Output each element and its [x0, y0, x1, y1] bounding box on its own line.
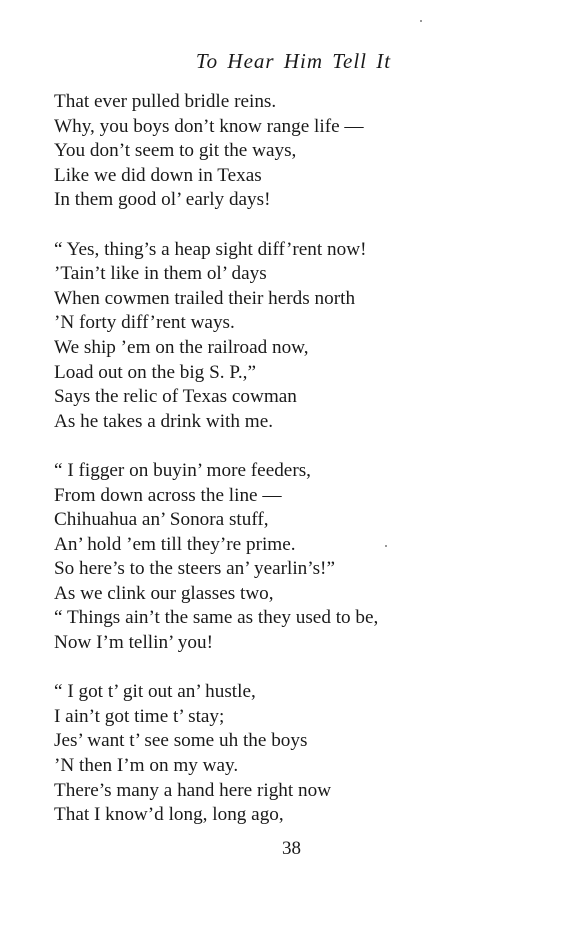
poem-line: So here’s to the steers an’ yearlin’s!”: [54, 558, 335, 580]
poem-line: There’s many a hand here right now: [54, 779, 332, 801]
poem-line: That I know’d long, long ago,: [54, 804, 284, 826]
poem-line: “ I got t’ git out an’ hustle,: [54, 681, 256, 703]
poem-line: Now I’m tellin’ you!: [54, 632, 213, 654]
poem-line: Says the relic of Texas cowman: [54, 386, 297, 408]
paper-speck: [420, 20, 422, 22]
poem-line: We ship ’em on the railroad now,: [54, 336, 309, 358]
page-number: 38: [282, 838, 301, 859]
poem-body: [54, 90, 534, 852]
poem-line: As we clink our glasses two,: [54, 582, 274, 604]
poem-line: When cowmen trailed their herds north: [54, 287, 356, 309]
poem-line: Chihuahua an’ Sonora stuff,: [54, 509, 269, 531]
poem-line: Like we did down in Texas: [54, 164, 262, 186]
poem-line: ’N then I’m on my way.: [54, 755, 239, 777]
poem-line: I ain’t got time t’ stay;: [54, 705, 225, 727]
stanza: [54, 680, 534, 828]
poem-line: “ Yes, thing’s a heap sight diff’rent now!: [54, 238, 367, 260]
stanza: [54, 238, 534, 435]
poem-line: You don’t seem to git the ways,: [54, 140, 297, 162]
poem-line: From down across the line —: [54, 484, 282, 506]
paper-speck: [385, 545, 387, 547]
poem-line: Jes’ want t’ see some uh the boys: [54, 730, 308, 752]
poem-line: Why, you boys don’t know range life —: [54, 115, 364, 137]
stanza: [54, 459, 534, 656]
poem-line: In them good ol’ early days!: [54, 189, 271, 211]
poem-line: That ever pulled bridle reins.: [54, 91, 277, 112]
stanza: [54, 90, 534, 213]
poem-line: As he takes a drink with me.: [54, 410, 274, 432]
poem-line: Load out on the big S. P.,”: [54, 361, 256, 383]
poem-line: ’Tain’t like in them ol’ days: [54, 263, 267, 285]
poem-line: ’N forty diff’rent ways.: [54, 312, 235, 334]
poem-line: An’ hold ’em till they’re prime.: [54, 533, 296, 555]
running-header: To Hear Him Tell It: [195, 49, 392, 73]
poem-line: “ I figger on buyin’ more feeders,: [54, 459, 311, 481]
poem-line: “ Things ain’t the same as they used to be,: [54, 607, 379, 629]
